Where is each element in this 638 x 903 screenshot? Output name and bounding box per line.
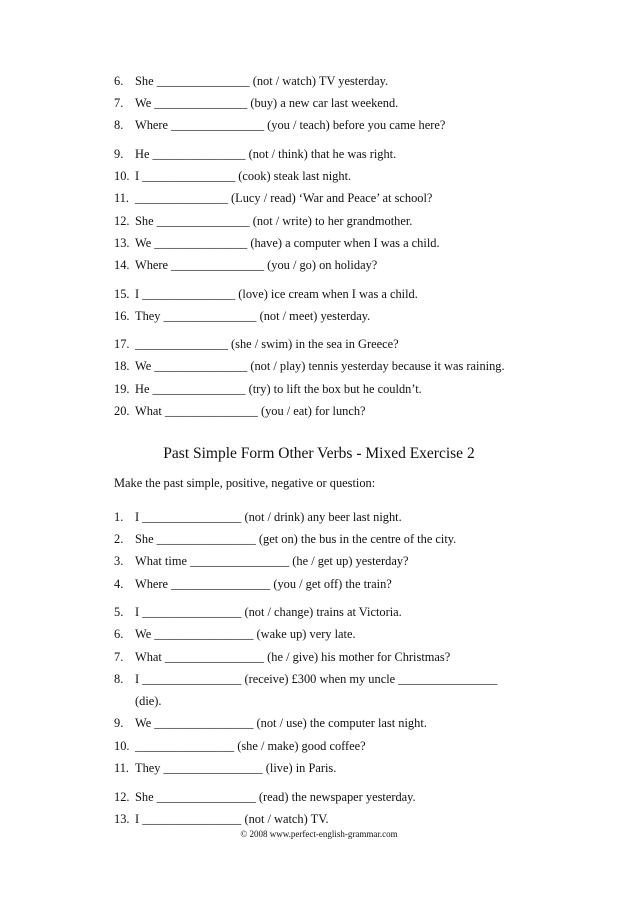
- exercise-item: [114, 509, 554, 525]
- exercise-item: [114, 213, 554, 229]
- exercise-item: [114, 117, 554, 133]
- item-number: 11.: [114, 191, 130, 205]
- item-number: 13.: [114, 812, 130, 826]
- exercise-item: [114, 358, 554, 374]
- item-text: She _______________ (not / watch) TV yesterday.: [135, 74, 389, 88]
- exercise-item: [114, 95, 554, 111]
- exercise-item: [114, 789, 554, 805]
- item-number: 2.: [114, 532, 124, 546]
- item-text: What _______________ (you / eat) for lunch?: [135, 404, 366, 418]
- item-number: 7.: [114, 96, 124, 110]
- item-number: 7.: [114, 650, 124, 664]
- exercise-item: [114, 381, 554, 397]
- exercise-item: [114, 168, 554, 184]
- item-number: 18.: [114, 359, 130, 373]
- section-title: Past Simple Form Other Verbs - Mixed Exercise 2: [163, 445, 475, 462]
- item-text: What ________________ (he / give) his mother for Christmas?: [135, 650, 451, 664]
- item-number: 8.: [114, 672, 124, 686]
- item-text: They ________________ (live) in Paris.: [135, 761, 337, 775]
- item-number: 1.: [114, 510, 124, 524]
- item-text: She ________________ (read) the newspaper yesterday.: [135, 790, 416, 804]
- copyright-footer: © 2008 www.perfect-english-grammar.com: [240, 829, 398, 839]
- exercise-item: [114, 235, 554, 251]
- exercise-item: [114, 190, 554, 206]
- item-text: Where _______________ (you / teach) before you came here?: [135, 118, 446, 132]
- item-text: Where ________________ (you / get off) the train?: [135, 577, 392, 591]
- item-text: I ________________ (not / change) trains at Victoria.: [135, 605, 402, 619]
- exercise-item: [114, 576, 554, 592]
- exercise-item: [114, 553, 554, 569]
- item-number: 15.: [114, 287, 130, 301]
- item-number: 3.: [114, 554, 124, 568]
- item-number: 8.: [114, 118, 124, 132]
- item-number: 13.: [114, 236, 130, 250]
- item-number: 10.: [114, 739, 130, 753]
- item-number: 6.: [114, 74, 124, 88]
- exercise-item: [114, 760, 554, 776]
- item-text: I _______________ (love) ice cream when I was a child.: [135, 287, 418, 301]
- item-number: 4.: [114, 577, 124, 591]
- exercise-item: [114, 626, 554, 642]
- item-text: (die).: [135, 694, 162, 708]
- item-text: _______________ (she / swim) in the sea in Greece?: [135, 337, 399, 351]
- item-text: He _______________ (try) to lift the box but he couldn’t.: [135, 382, 422, 396]
- exercise-item: [114, 403, 554, 419]
- item-number: 5.: [114, 605, 124, 619]
- item-text: I ________________ (receive) £300 when my uncle ________________: [135, 672, 498, 686]
- item-number: 19.: [114, 382, 130, 396]
- item-number: 9.: [114, 716, 124, 730]
- item-number: 20.: [114, 404, 130, 418]
- exercise-item: [114, 649, 554, 665]
- item-text: She ________________ (get on) the bus in the centre of the city.: [135, 532, 457, 546]
- item-number: 12.: [114, 790, 130, 804]
- exercise-item: [114, 286, 554, 302]
- item-text: We ________________ (wake up) very late.: [135, 627, 356, 641]
- item-number: 10.: [114, 169, 130, 183]
- item-text: _______________ (Lucy / read) ‘War and Peace’ at school?: [135, 191, 433, 205]
- item-text: I _______________ (cook) steak last night.: [135, 169, 352, 183]
- item-text: We _______________ (buy) a new car last weekend.: [135, 96, 399, 110]
- exercise-item: [114, 671, 554, 687]
- item-number: 12.: [114, 214, 130, 228]
- exercise-item: [114, 604, 554, 620]
- item-number: 9.: [114, 147, 124, 161]
- exercise-item-continuation: [114, 693, 554, 709]
- exercise-item: [114, 308, 554, 324]
- exercise-item: [114, 531, 554, 547]
- item-text: They _______________ (not / meet) yesterday.: [135, 309, 371, 323]
- exercise-item: [114, 336, 554, 352]
- item-text: I ________________ (not / watch) TV.: [135, 812, 329, 826]
- item-text: She _______________ (not / write) to her grandmother.: [135, 214, 413, 228]
- item-text: What time ________________ (he / get up) yesterday?: [135, 554, 409, 568]
- item-number: 11.: [114, 761, 130, 775]
- item-text: We ________________ (not / use) the computer last night.: [135, 716, 427, 730]
- item-number: 16.: [114, 309, 130, 323]
- exercise-item: [114, 73, 554, 89]
- item-text: I ________________ (not / drink) any beer last night.: [135, 510, 402, 524]
- item-text: ________________ (she / make) good coffee?: [135, 739, 366, 753]
- item-number: 14.: [114, 258, 130, 272]
- exercise-item: [114, 257, 554, 273]
- item-text: Where _______________ (you / go) on holiday?: [135, 258, 378, 272]
- item-number: 17.: [114, 337, 130, 351]
- exercise-item: [114, 738, 554, 754]
- exercise-item: [114, 811, 554, 827]
- exercise-item: [114, 715, 554, 731]
- exercise-item: [114, 146, 554, 162]
- item-text: We _______________ (not / play) tennis yesterday because it was raining.: [135, 359, 505, 373]
- item-number: 6.: [114, 627, 124, 641]
- instruction-text: Make the past simple, positive, negative or question:: [114, 476, 376, 490]
- item-text: We _______________ (have) a computer when I was a child.: [135, 236, 440, 250]
- item-text: He _______________ (not / think) that he was right.: [135, 147, 397, 161]
